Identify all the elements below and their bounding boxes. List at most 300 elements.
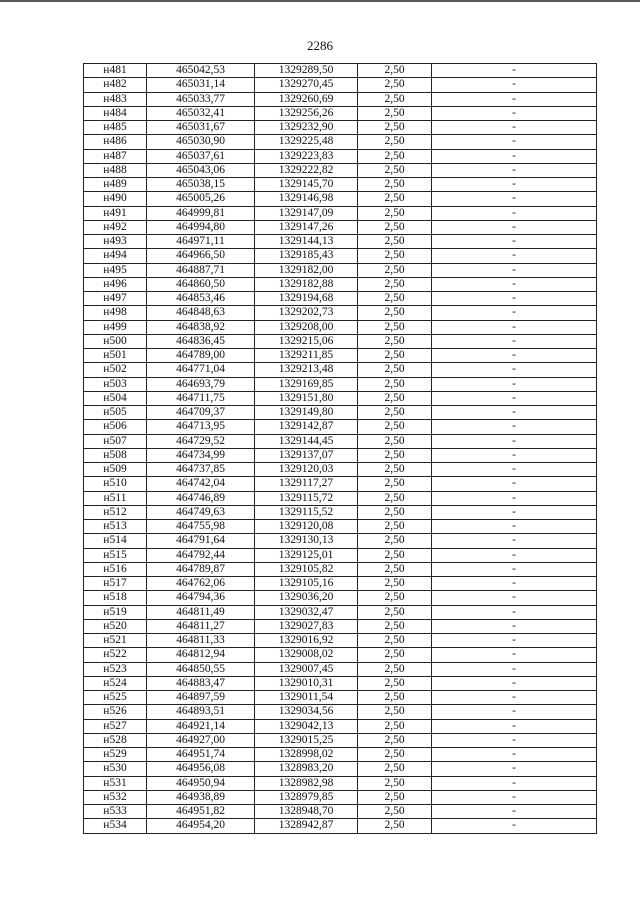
note-cell: - (432, 705, 597, 719)
point-id-cell: н525 (84, 691, 147, 705)
note-cell: - (432, 263, 597, 277)
x-coordinate-cell: 464771,04 (147, 363, 255, 377)
y-coordinate-cell: 1329289,50 (255, 64, 358, 78)
note-cell: - (432, 406, 597, 420)
table-row (84, 292, 597, 306)
table-row (84, 748, 597, 762)
error-cell: 2,50 (358, 220, 432, 234)
error-cell: 2,50 (358, 634, 432, 648)
note-cell: - (432, 206, 597, 220)
error-cell: 2,50 (358, 92, 432, 106)
table-row (84, 591, 597, 605)
x-coordinate-cell: 464921,14 (147, 719, 255, 733)
error-cell: 2,50 (358, 121, 432, 135)
note-cell: - (432, 662, 597, 676)
error-cell: 2,50 (358, 363, 432, 377)
table-row (84, 562, 597, 576)
note-cell: - (432, 562, 597, 576)
point-id-cell: н516 (84, 562, 147, 576)
error-cell: 2,50 (358, 719, 432, 733)
note-cell: - (432, 64, 597, 78)
note-cell: - (432, 106, 597, 120)
error-cell: 2,50 (358, 163, 432, 177)
error-cell: 2,50 (358, 762, 432, 776)
table-row (84, 320, 597, 334)
point-id-cell: н527 (84, 719, 147, 733)
table-row (84, 434, 597, 448)
x-coordinate-cell: 464812,94 (147, 648, 255, 662)
table-row (84, 263, 597, 277)
x-coordinate-cell: 464838,92 (147, 320, 255, 334)
note-cell: - (432, 92, 597, 106)
y-coordinate-cell: 1329016,92 (255, 634, 358, 648)
error-cell: 2,50 (358, 463, 432, 477)
point-id-cell: н493 (84, 235, 147, 249)
y-coordinate-cell: 1329034,56 (255, 705, 358, 719)
y-coordinate-cell: 1329145,70 (255, 178, 358, 192)
note-cell: - (432, 463, 597, 477)
note-cell: - (432, 277, 597, 291)
page-number: 2286 (307, 38, 333, 53)
y-coordinate-cell: 1329007,45 (255, 662, 358, 676)
y-coordinate-cell: 1329042,13 (255, 719, 358, 733)
y-coordinate-cell: 1329008,02 (255, 648, 358, 662)
note-cell: - (432, 548, 597, 562)
note-cell: - (432, 135, 597, 149)
note-cell: - (432, 178, 597, 192)
note-cell: - (432, 691, 597, 705)
point-id-cell: н494 (84, 249, 147, 263)
y-coordinate-cell: 1329256,26 (255, 106, 358, 120)
x-coordinate-cell: 465031,67 (147, 121, 255, 135)
error-cell: 2,50 (358, 178, 432, 192)
table-row (84, 64, 597, 78)
y-coordinate-cell: 1329142,87 (255, 420, 358, 434)
note-cell: - (432, 121, 597, 135)
error-cell: 2,50 (358, 819, 432, 833)
table-row (84, 776, 597, 790)
x-coordinate-cell: 464755,98 (147, 520, 255, 534)
x-coordinate-cell: 464792,44 (147, 548, 255, 562)
table-row (84, 363, 597, 377)
error-cell: 2,50 (358, 235, 432, 249)
x-coordinate-cell: 465033,77 (147, 92, 255, 106)
point-id-cell: н521 (84, 634, 147, 648)
point-id-cell: н490 (84, 192, 147, 206)
note-cell: - (432, 634, 597, 648)
error-cell: 2,50 (358, 192, 432, 206)
error-cell: 2,50 (358, 562, 432, 576)
x-coordinate-cell: 464746,89 (147, 491, 255, 505)
y-coordinate-cell: 1329010,31 (255, 676, 358, 690)
error-cell: 2,50 (358, 662, 432, 676)
error-cell: 2,50 (358, 420, 432, 434)
note-cell: - (432, 733, 597, 747)
table-row (84, 121, 597, 135)
x-coordinate-cell: 464737,85 (147, 463, 255, 477)
x-coordinate-cell: 465005,26 (147, 192, 255, 206)
x-coordinate-cell: 464883,47 (147, 676, 255, 690)
table-row (84, 448, 597, 462)
error-cell: 2,50 (358, 676, 432, 690)
table-row (84, 377, 597, 391)
note-cell: - (432, 78, 597, 92)
top-border-line (0, 0, 640, 2)
x-coordinate-cell: 464789,00 (147, 349, 255, 363)
y-coordinate-cell: 1329147,26 (255, 220, 358, 234)
point-id-cell: н503 (84, 377, 147, 391)
x-coordinate-cell: 464693,79 (147, 377, 255, 391)
x-coordinate-cell: 464762,06 (147, 577, 255, 591)
point-id-cell: н530 (84, 762, 147, 776)
point-id-cell: н508 (84, 448, 147, 462)
y-coordinate-cell: 1329213,48 (255, 363, 358, 377)
error-cell: 2,50 (358, 520, 432, 534)
error-cell: 2,50 (358, 277, 432, 291)
y-coordinate-cell: 1329105,82 (255, 562, 358, 576)
table-row (84, 805, 597, 819)
error-cell: 2,50 (358, 577, 432, 591)
x-coordinate-cell: 464956,08 (147, 762, 255, 776)
table-row (84, 249, 597, 263)
error-cell: 2,50 (358, 292, 432, 306)
y-coordinate-cell: 1329223,83 (255, 149, 358, 163)
point-id-cell: н484 (84, 106, 147, 120)
x-coordinate-cell: 464950,94 (147, 776, 255, 790)
error-cell: 2,50 (358, 448, 432, 462)
table-row (84, 819, 597, 833)
note-cell: - (432, 805, 597, 819)
point-id-cell: н489 (84, 178, 147, 192)
coordinates-table (83, 63, 597, 834)
y-coordinate-cell: 1328942,87 (255, 819, 358, 833)
y-coordinate-cell: 1329115,52 (255, 505, 358, 519)
y-coordinate-cell: 1329105,16 (255, 577, 358, 591)
x-coordinate-cell: 464999,81 (147, 206, 255, 220)
table-row (84, 648, 597, 662)
y-coordinate-cell: 1329125,01 (255, 548, 358, 562)
note-cell: - (432, 762, 597, 776)
point-id-cell: н531 (84, 776, 147, 790)
point-id-cell: н497 (84, 292, 147, 306)
point-id-cell: н513 (84, 520, 147, 534)
point-id-cell: н517 (84, 577, 147, 591)
x-coordinate-cell: 464966,50 (147, 249, 255, 263)
y-coordinate-cell: 1329130,13 (255, 534, 358, 548)
table-row (84, 705, 597, 719)
table-row (84, 349, 597, 363)
point-id-cell: н482 (84, 78, 147, 92)
y-coordinate-cell: 1329036,20 (255, 591, 358, 605)
x-coordinate-cell: 464994,80 (147, 220, 255, 234)
error-cell: 2,50 (358, 619, 432, 633)
error-cell: 2,50 (358, 135, 432, 149)
point-id-cell: н499 (84, 320, 147, 334)
y-coordinate-cell: 1329146,98 (255, 192, 358, 206)
table-row (84, 619, 597, 633)
error-cell: 2,50 (358, 434, 432, 448)
note-cell: - (432, 377, 597, 391)
x-coordinate-cell: 465038,15 (147, 178, 255, 192)
note-cell: - (432, 363, 597, 377)
point-id-cell: н533 (84, 805, 147, 819)
table-row (84, 634, 597, 648)
error-cell: 2,50 (358, 534, 432, 548)
x-coordinate-cell: 465043,06 (147, 163, 255, 177)
error-cell: 2,50 (358, 391, 432, 405)
error-cell: 2,50 (358, 691, 432, 705)
x-coordinate-cell: 464954,20 (147, 819, 255, 833)
note-cell: - (432, 748, 597, 762)
point-id-cell: н496 (84, 277, 147, 291)
note-cell: - (432, 534, 597, 548)
table-row (84, 733, 597, 747)
error-cell: 2,50 (358, 64, 432, 78)
note-cell: - (432, 619, 597, 633)
x-coordinate-cell: 464897,59 (147, 691, 255, 705)
point-id-cell: н529 (84, 748, 147, 762)
x-coordinate-cell: 464848,63 (147, 306, 255, 320)
x-coordinate-cell: 464951,82 (147, 805, 255, 819)
point-id-cell: н511 (84, 491, 147, 505)
point-id-cell: н522 (84, 648, 147, 662)
point-id-cell: н488 (84, 163, 147, 177)
table-row (84, 92, 597, 106)
note-cell: - (432, 719, 597, 733)
note-cell: - (432, 577, 597, 591)
point-id-cell: н483 (84, 92, 147, 106)
table-row (84, 306, 597, 320)
y-coordinate-cell: 1329149,80 (255, 406, 358, 420)
note-cell: - (432, 776, 597, 790)
y-coordinate-cell: 1328982,98 (255, 776, 358, 790)
y-coordinate-cell: 1329169,85 (255, 377, 358, 391)
note-cell: - (432, 334, 597, 348)
note-cell: - (432, 349, 597, 363)
point-id-cell: н495 (84, 263, 147, 277)
y-coordinate-cell: 1329194,68 (255, 292, 358, 306)
y-coordinate-cell: 1329185,43 (255, 249, 358, 263)
table-row (84, 676, 597, 690)
note-cell: - (432, 477, 597, 491)
table-row (84, 420, 597, 434)
y-coordinate-cell: 1329117,27 (255, 477, 358, 491)
point-id-cell: н504 (84, 391, 147, 405)
note-cell: - (432, 605, 597, 619)
note-cell: - (432, 149, 597, 163)
table-row (84, 790, 597, 804)
table-row (84, 106, 597, 120)
y-coordinate-cell: 1329232,90 (255, 121, 358, 135)
error-cell: 2,50 (358, 748, 432, 762)
x-coordinate-cell: 464709,37 (147, 406, 255, 420)
error-cell: 2,50 (358, 733, 432, 747)
table-row (84, 605, 597, 619)
y-coordinate-cell: 1329260,69 (255, 92, 358, 106)
point-id-cell: н506 (84, 420, 147, 434)
x-coordinate-cell: 464853,46 (147, 292, 255, 306)
x-coordinate-cell: 464711,75 (147, 391, 255, 405)
y-coordinate-cell: 1329144,45 (255, 434, 358, 448)
y-coordinate-cell: 1329011,54 (255, 691, 358, 705)
x-coordinate-cell: 464794,36 (147, 591, 255, 605)
error-cell: 2,50 (358, 648, 432, 662)
point-id-cell: н481 (84, 64, 147, 78)
point-id-cell: н514 (84, 534, 147, 548)
table-row (84, 135, 597, 149)
error-cell: 2,50 (358, 149, 432, 163)
point-id-cell: н528 (84, 733, 147, 747)
note-cell: - (432, 491, 597, 505)
x-coordinate-cell: 464893,51 (147, 705, 255, 719)
y-coordinate-cell: 1329208,00 (255, 320, 358, 334)
point-id-cell: н491 (84, 206, 147, 220)
table-row (84, 463, 597, 477)
table-row (84, 277, 597, 291)
note-cell: - (432, 192, 597, 206)
table-row (84, 163, 597, 177)
error-cell: 2,50 (358, 790, 432, 804)
point-id-cell: н505 (84, 406, 147, 420)
y-coordinate-cell: 1329215,06 (255, 334, 358, 348)
x-coordinate-cell: 464742,04 (147, 477, 255, 491)
y-coordinate-cell: 1329222,82 (255, 163, 358, 177)
note-cell: - (432, 235, 597, 249)
x-coordinate-cell: 464860,50 (147, 277, 255, 291)
x-coordinate-cell: 465032,41 (147, 106, 255, 120)
table-row (84, 206, 597, 220)
table-row (84, 235, 597, 249)
y-coordinate-cell: 1329144,13 (255, 235, 358, 249)
y-coordinate-cell: 1329182,00 (255, 263, 358, 277)
error-cell: 2,50 (358, 306, 432, 320)
x-coordinate-cell: 465031,14 (147, 78, 255, 92)
point-id-cell: н485 (84, 121, 147, 135)
y-coordinate-cell: 1329202,73 (255, 306, 358, 320)
point-id-cell: н515 (84, 548, 147, 562)
note-cell: - (432, 320, 597, 334)
note-cell: - (432, 648, 597, 662)
y-coordinate-cell: 1328979,85 (255, 790, 358, 804)
point-id-cell: н507 (84, 434, 147, 448)
error-cell: 2,50 (358, 776, 432, 790)
point-id-cell: н500 (84, 334, 147, 348)
x-coordinate-cell: 464789,87 (147, 562, 255, 576)
note-cell: - (432, 520, 597, 534)
error-cell: 2,50 (358, 206, 432, 220)
y-coordinate-cell: 1329032,47 (255, 605, 358, 619)
y-coordinate-cell: 1329115,72 (255, 491, 358, 505)
point-id-cell: н532 (84, 790, 147, 804)
table-row (84, 78, 597, 92)
x-coordinate-cell: 464811,27 (147, 619, 255, 633)
error-cell: 2,50 (358, 349, 432, 363)
table-row (84, 534, 597, 548)
y-coordinate-cell: 1328998,02 (255, 748, 358, 762)
table-row (84, 548, 597, 562)
note-cell: - (432, 292, 597, 306)
y-coordinate-cell: 1329027,83 (255, 619, 358, 633)
error-cell: 2,50 (358, 78, 432, 92)
y-coordinate-cell: 1329015,25 (255, 733, 358, 747)
error-cell: 2,50 (358, 377, 432, 391)
point-id-cell: н509 (84, 463, 147, 477)
note-cell: - (432, 306, 597, 320)
note-cell: - (432, 676, 597, 690)
table-row (84, 391, 597, 405)
x-coordinate-cell: 464887,71 (147, 263, 255, 277)
x-coordinate-cell: 464971,11 (147, 235, 255, 249)
point-id-cell: н487 (84, 149, 147, 163)
x-coordinate-cell: 464811,33 (147, 634, 255, 648)
x-coordinate-cell: 464749,63 (147, 505, 255, 519)
point-id-cell: н519 (84, 605, 147, 619)
point-id-cell: н534 (84, 819, 147, 833)
table-row (84, 719, 597, 733)
note-cell: - (432, 505, 597, 519)
y-coordinate-cell: 1329147,09 (255, 206, 358, 220)
point-id-cell: н486 (84, 135, 147, 149)
note-cell: - (432, 220, 597, 234)
note-cell: - (432, 391, 597, 405)
x-coordinate-cell: 464729,52 (147, 434, 255, 448)
error-cell: 2,50 (358, 505, 432, 519)
table-row (84, 491, 597, 505)
y-coordinate-cell: 1329151,80 (255, 391, 358, 405)
point-id-cell: н501 (84, 349, 147, 363)
y-coordinate-cell: 1329137,07 (255, 448, 358, 462)
table-row (84, 334, 597, 348)
table-row (84, 220, 597, 234)
point-id-cell: н526 (84, 705, 147, 719)
error-cell: 2,50 (358, 320, 432, 334)
point-id-cell: н524 (84, 676, 147, 690)
note-cell: - (432, 434, 597, 448)
point-id-cell: н492 (84, 220, 147, 234)
note-cell: - (432, 420, 597, 434)
error-cell: 2,50 (358, 805, 432, 819)
table-row (84, 662, 597, 676)
x-coordinate-cell: 464850,55 (147, 662, 255, 676)
error-cell: 2,50 (358, 406, 432, 420)
note-cell: - (432, 163, 597, 177)
error-cell: 2,50 (358, 605, 432, 619)
x-coordinate-cell: 464951,74 (147, 748, 255, 762)
x-coordinate-cell: 464938,89 (147, 790, 255, 804)
x-coordinate-cell: 464713,95 (147, 420, 255, 434)
error-cell: 2,50 (358, 705, 432, 719)
x-coordinate-cell: 465037,61 (147, 149, 255, 163)
note-cell: - (432, 591, 597, 605)
y-coordinate-cell: 1329120,08 (255, 520, 358, 534)
point-id-cell: н518 (84, 591, 147, 605)
table-row (84, 505, 597, 519)
error-cell: 2,50 (358, 491, 432, 505)
table-row (84, 477, 597, 491)
table-row (84, 178, 597, 192)
y-coordinate-cell: 1329225,48 (255, 135, 358, 149)
note-cell: - (432, 819, 597, 833)
note-cell: - (432, 790, 597, 804)
x-coordinate-cell: 465042,53 (147, 64, 255, 78)
y-coordinate-cell: 1328948,70 (255, 805, 358, 819)
y-coordinate-cell: 1329120,03 (255, 463, 358, 477)
error-cell: 2,50 (358, 249, 432, 263)
error-cell: 2,50 (358, 548, 432, 562)
x-coordinate-cell: 464791,64 (147, 534, 255, 548)
x-coordinate-cell: 464927,00 (147, 733, 255, 747)
table-row (84, 762, 597, 776)
